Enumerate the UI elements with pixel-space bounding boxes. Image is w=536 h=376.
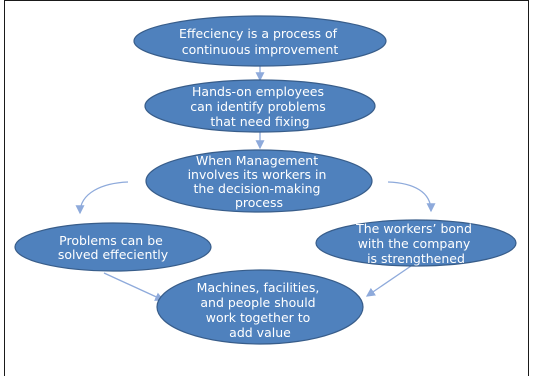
node-text-line: continuous improvement [181,42,339,57]
node-text-line: can identify problems [190,99,326,114]
node-text-line: Machines, facilities, [196,280,320,295]
node-text-line: Effeciency is a process of [178,26,338,41]
node-problems-solved [15,223,211,271]
node-text-line: solved effeciently [57,247,169,262]
node-text-line: with the company [357,236,471,251]
node-management-involves-workers [146,150,372,212]
node-machines-facilities-people [157,270,363,344]
connector-n3-n4 [80,182,128,213]
node-text-line: When Management [195,153,319,168]
node-text-line: work together to [205,310,311,325]
connector-n4-n6 [104,273,163,300]
node-text-line: involves its workers in [187,167,327,182]
svg-text:Problems can be solved e [58,233,169,262]
connector-n5-n6 [367,266,411,296]
node-text-line: Hands-on employees [192,84,324,99]
node-workers-bond [316,220,516,266]
node-text-line: the decision-making [193,181,321,196]
node-shape [134,16,386,66]
svg-text:Hands-on employees can i [190,84,330,129]
node-text-line: The workers’ bond [356,221,472,236]
svg-text:The workers’ bond with t [355,221,476,266]
node-efficiency-process [134,16,386,66]
node-text-line: process [234,195,284,210]
connector-n3-n5 [388,182,431,211]
node-text-line: that need fixing [210,114,310,129]
node-text-line: and people should [200,295,316,310]
node-text-line: is strengthened [367,251,465,266]
node-text-line: add value [229,325,291,340]
node-text-line: Problems can be [59,233,163,248]
node-hands-on-employees [145,80,375,132]
svg-text:Effeciency is a process of [179,26,341,57]
